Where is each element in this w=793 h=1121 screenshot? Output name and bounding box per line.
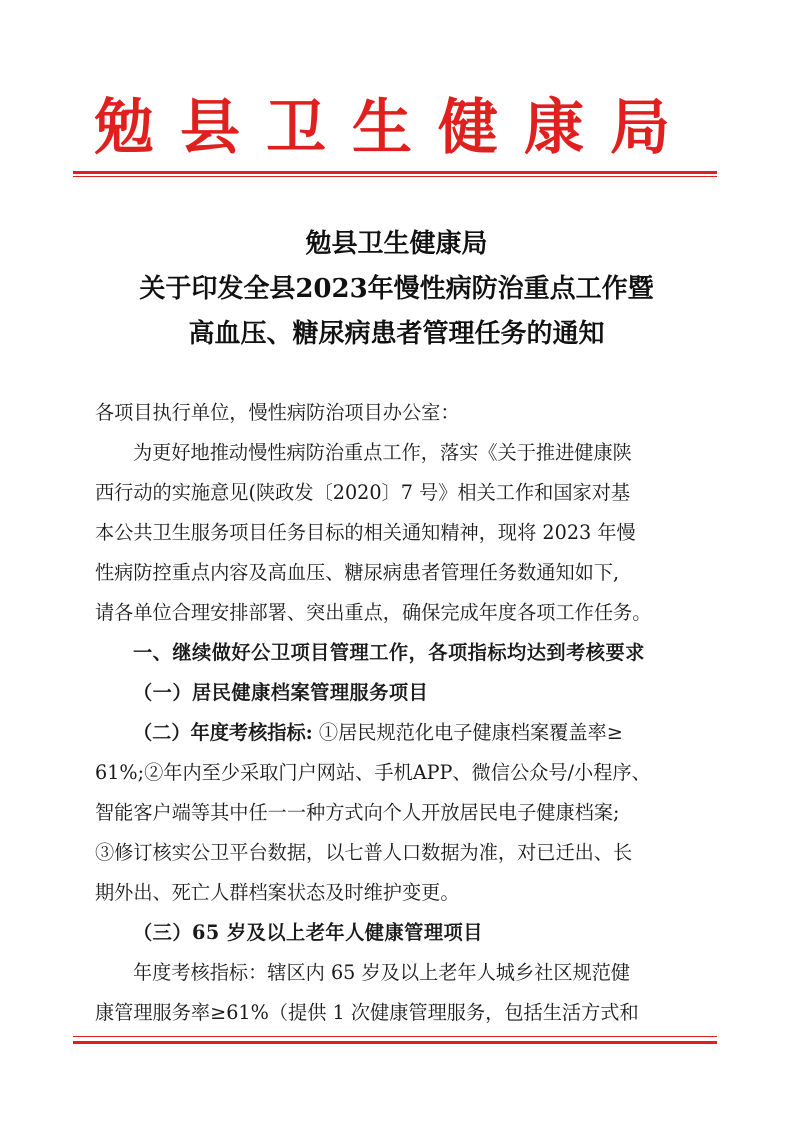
- title-line-2: 关于印发全县2023年慢性病防治重点工作暨: [139, 274, 654, 304]
- subsection-2-line-5: 期外出、死亡人群档案状态及时维护变更。: [95, 881, 460, 904]
- footer-rule-thin: [73, 1036, 717, 1037]
- section-heading-1: 一、继续做好公卫项目管理工作，各项指标均达到考核要求: [133, 641, 645, 664]
- subsection-2-line-2: 61%;②年内至少采取门户网站、手机APP、微信公众号/小程序、: [95, 761, 651, 784]
- subsection-2-text: ①居民规范化电子健康档案覆盖率≥: [312, 721, 623, 744]
- paragraph-1-line-2: 西行动的实施意见(陕政发〔2020〕7 号》相关工作和国家对基: [95, 481, 631, 504]
- title-line-1: 勉县卫生健康局: [305, 229, 488, 259]
- paragraph-1-line-3: 本公共卫生服务项目任务目标的相关通知精神，现将 2023 年慢: [95, 521, 636, 544]
- subsection-2-line-3: 智能客户端等其中任一一种方式向个人开放居民电子健康档案;: [95, 801, 620, 824]
- paragraph-2-line-2: 康管理服务率≥61%（提供 1 次健康管理服务，包括生活方式和: [95, 1001, 639, 1024]
- masthead-rule-thin: [73, 176, 717, 177]
- paragraph-2-line-1: 年度考核指标：辖区内 65 岁及以上老年人城乡社区规范健: [133, 961, 631, 984]
- subsection-2-line-4: ③修订核实公卫平台数据，以七普人口数据为准，对已迁出、长: [95, 841, 633, 864]
- subsection-heading-3: （三）65 岁及以上老年人健康管理项目: [133, 921, 483, 944]
- title-line-3: 高血压、糖尿病患者管理任务的通知: [188, 319, 605, 349]
- document-body: [95, 393, 700, 1033]
- subsection-heading-1: （一）居民健康档案管理服务项目: [133, 681, 429, 704]
- masthead: 勉县卫生健康局: [94, 93, 696, 163]
- paragraph-1-line-5: 请各单位合理安排部署、突出重点，确保完成年度各项工作任务。: [95, 601, 652, 624]
- masthead-rule-thick: [73, 171, 717, 174]
- document-title: [70, 222, 723, 357]
- subsection-heading-2: （二）年度考核指标:: [133, 721, 313, 744]
- paragraph-1-line-1: 为更好地推动慢性病防治重点工作，落实《关于推进健康陕: [133, 441, 632, 464]
- subsection-2-line-1: [95, 713, 700, 753]
- footer-rule-thick: [73, 1041, 717, 1044]
- paragraph-1-line-4: 性病防控重点内容及高血压、糖尿病患者管理任务数通知如下,: [95, 561, 620, 584]
- salutation: 各项目执行单位，慢性病防治项目办公室：: [95, 401, 460, 424]
